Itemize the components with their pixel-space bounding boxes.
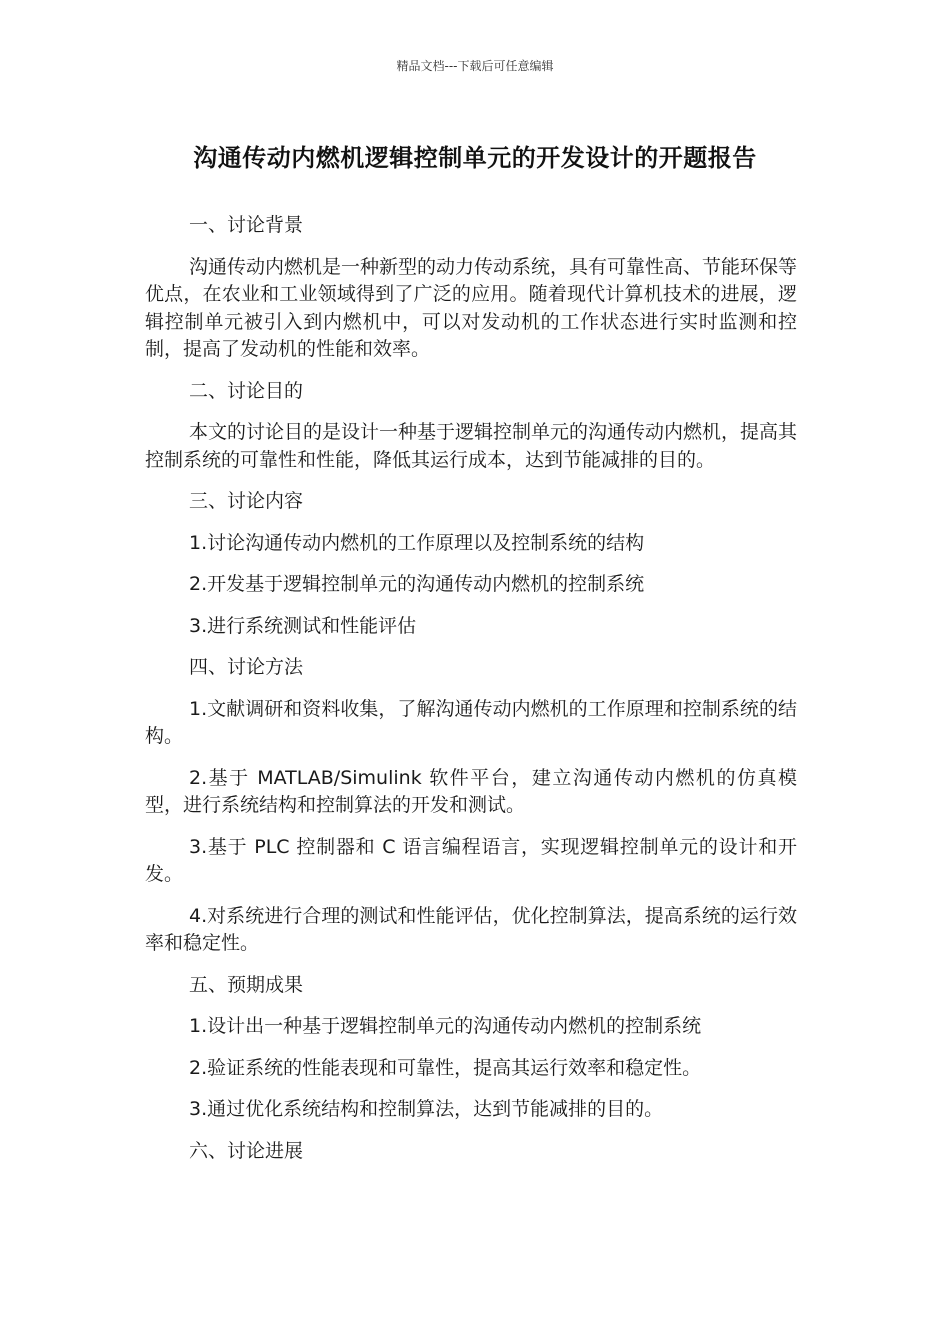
section-heading-results: 五、预期成果 [189, 973, 304, 996]
list-item-content-3: 3.进行系统测试和性能评估 [189, 614, 417, 637]
list-item-method-2: 2.基于 MATLAB/Simulink 软件平台，建立沟通传动内燃机的仿真模型，进行系统结构和控制算法的开发和测试。 [145, 766, 797, 816]
document-body [145, 212, 797, 1179]
list-item-result-3: 3.通过优化系统结构和控制算法，达到节能减排的目的。 [189, 1098, 664, 1120]
list-item-content-1: 1.讨论沟通传动内燃机的工作原理以及控制系统的结构 [189, 531, 645, 554]
section-heading-method: 四、讨论方法 [189, 656, 304, 678]
list-item-result-1: 1.设计出一种基于逻辑控制单元的沟通传动内燃机的控制系统 [189, 1015, 702, 1037]
section-heading-background: 一、讨论背景 [189, 214, 304, 236]
section-heading-purpose: 二、讨论目的 [189, 379, 304, 402]
list-item-method-3: 3.基于 PLC 控制器和 C 语言编程语言，实现逻辑控制单元的设计和开发。 [145, 835, 797, 885]
page-header: 精品文档---下载后可任意编辑 [396, 59, 554, 73]
section-heading-progress: 六、讨论进展 [189, 1139, 304, 1162]
list-item-method-1: 1.文献调研和资料收集，了解沟通传动内燃机的工作原理和控制系统的结构。 [145, 697, 797, 747]
paragraph-background: 沟通传动内燃机是一种新型的动力传动系统，具有可靠性高、节能环保等优点，在农业和工业领域得到了广泛的应用。随着现代计算机技术的进展，逻辑控制单元被引入到内燃机中，可以对发动机的工作状态进行实时监测和控制，提高了发动机的性能和效率。 [145, 255, 798, 360]
section-heading-content: 三、讨论内容 [189, 490, 304, 512]
paragraph-purpose: 本文的讨论目的是设计一种基于逻辑控制单元的沟通传动内燃机，提高其控制系统的可靠性和性能，降低其运行成本，达到节能减排的目的。 [145, 421, 798, 471]
list-item-content-2: 2.开发基于逻辑控制单元的沟通传动内燃机的控制系统 [189, 573, 645, 595]
document-title: 沟通传动内燃机逻辑控制单元的开发设计的开题报告 [193, 144, 757, 172]
list-item-method-4: 4.对系统进行合理的测试和性能评估，优化控制算法，提高系统的运行效率和稳定性。 [145, 904, 797, 954]
list-item-result-2: 2.验证系统的性能表现和可靠性，提高其运行效率和稳定性。 [189, 1056, 702, 1079]
